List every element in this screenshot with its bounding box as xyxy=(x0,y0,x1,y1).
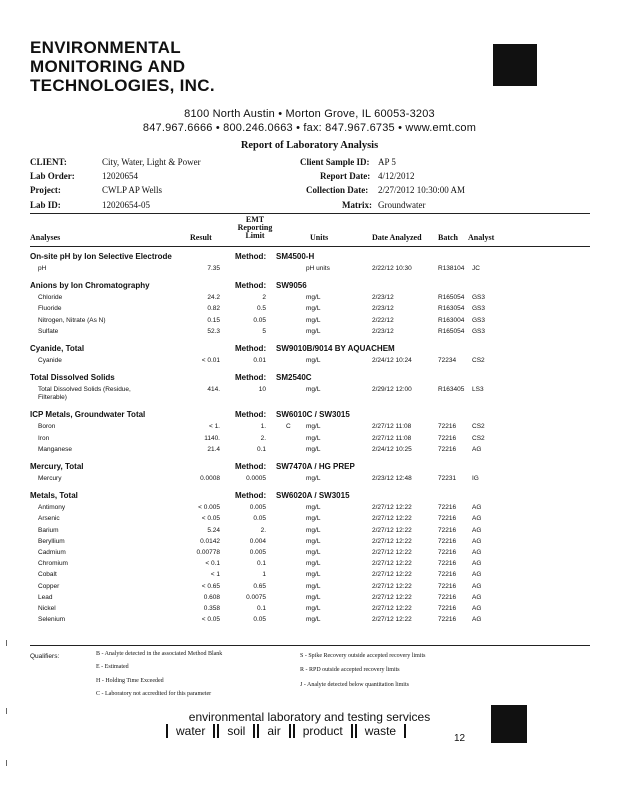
analyst-id: AG xyxy=(472,445,482,453)
analyte-name: Cadmium xyxy=(38,549,66,556)
result-value: < 0.01 xyxy=(201,357,220,364)
analyte-name: Copper xyxy=(38,582,60,590)
analyst-id: AG xyxy=(472,605,482,612)
units-value: mg/L xyxy=(306,549,321,556)
footer-service-list xyxy=(166,724,408,738)
reporting-limit: 10 xyxy=(258,386,266,394)
units-value: mg/L xyxy=(306,504,321,512)
result-value: 0.0142 xyxy=(200,537,220,545)
table-row xyxy=(30,317,590,328)
reporting-limit: 0.1 xyxy=(256,560,266,568)
company-name-line2: MONITORING AND xyxy=(30,57,186,76)
method-value: SM4500-H xyxy=(276,252,315,261)
result-value: 24.2 xyxy=(207,294,220,302)
footer-logo-block xyxy=(491,705,527,743)
date-analyzed: 2/27/12 12:22 xyxy=(372,593,412,601)
date-analyzed: 2/27/12 11:08 xyxy=(372,423,412,431)
result-value: 0.608 xyxy=(203,593,220,601)
reporting-limit: 2. xyxy=(260,526,266,534)
date-analyzed: 2/22/12 xyxy=(372,316,394,324)
lab-id-value: 12020654-05 xyxy=(102,200,150,210)
collection-date-value: 2/27/2012 10:30:00 AM xyxy=(378,185,466,195)
qualifiers-label: Qualifiers: xyxy=(30,653,60,660)
analyte-name: Total Dissolved Solids (Residue, xyxy=(38,386,131,394)
date-analyzed: 2/27/12 12:22 xyxy=(372,616,412,624)
units-value: mg/L xyxy=(306,593,321,601)
table-row xyxy=(30,616,590,627)
table-row xyxy=(30,527,590,538)
analyst-id: AG xyxy=(472,571,482,579)
analyst-id: AG xyxy=(472,560,482,568)
units-value: mg/L xyxy=(306,316,321,324)
lab-order-value: 12020654 xyxy=(102,171,138,181)
reporting-limit: 0.05 xyxy=(253,616,266,624)
units-value: mg/L xyxy=(306,445,321,453)
reporting-limit: 0.005 xyxy=(249,504,266,512)
section-title: ICP Metals, Groundwater Total xyxy=(30,410,146,420)
units-value: mg/L xyxy=(306,305,321,313)
units-value: pH units xyxy=(306,265,330,272)
units-value: mg/L xyxy=(306,537,321,545)
method-value: SW9010B/9014 BY AQUACHEM xyxy=(276,344,395,353)
section-title: Cyanide, Total xyxy=(30,344,85,353)
table-row xyxy=(30,328,590,339)
result-value: < 1. xyxy=(208,423,220,431)
analyte-name-continued: Filterable) xyxy=(38,394,67,402)
table-row xyxy=(30,423,590,434)
qualifier-s: S - Spike Recovery outside accepted recovery limits xyxy=(300,653,426,659)
result-value: 0.00778 xyxy=(196,549,220,556)
analyst-id: LS3 xyxy=(472,386,484,394)
analyte-name: Antimony xyxy=(38,504,66,512)
analyst-id: CS2 xyxy=(472,434,485,442)
units-value: mg/L xyxy=(306,294,321,302)
table-row xyxy=(30,560,590,571)
batch-id: 72216 xyxy=(438,515,457,523)
section-title: On-site pH by Ion Selective Electrode xyxy=(30,252,172,261)
method-label: Method: xyxy=(235,410,267,420)
table-row xyxy=(30,504,590,515)
analyst-id: AG xyxy=(472,537,482,545)
result-value: 5.24 xyxy=(207,526,220,534)
analyte-name: Arsenic xyxy=(38,515,60,523)
analyst-id: GS3 xyxy=(472,316,486,324)
analyte-name: Cobalt xyxy=(38,571,57,579)
batch-id: R163405 xyxy=(438,386,465,394)
method-value: SW6020A / SW3015 xyxy=(276,491,350,501)
analyte-name: pH xyxy=(38,265,47,272)
client-value: City, Water, Light & Power xyxy=(102,157,201,167)
lab-id-label: Lab ID: xyxy=(30,200,61,210)
col-analyses: Analyses xyxy=(30,233,61,242)
units-value: mg/L xyxy=(306,605,321,612)
result-value: < 0.1 xyxy=(205,560,220,568)
qualifier-flag: C xyxy=(286,423,291,431)
analyst-id: GS3 xyxy=(472,305,486,313)
analyst-id: AG xyxy=(472,593,482,601)
table-row xyxy=(30,294,590,305)
table-row xyxy=(30,305,590,316)
date-analyzed: 2/27/12 12:22 xyxy=(372,504,412,512)
page-number: 12 xyxy=(454,733,466,744)
reporting-limit: 0.05 xyxy=(253,515,266,523)
reporting-limit: 2. xyxy=(260,434,266,442)
analyte-name: Manganese xyxy=(38,445,72,453)
company-name-line3: TECHNOLOGIES, INC. xyxy=(30,76,215,95)
contact-line: 847.967.6666 • 800.246.0663 • fax: 847.967.6735 • www.emt.com xyxy=(142,122,477,134)
analyte-name: Mercury xyxy=(38,475,62,482)
qualifiers xyxy=(30,651,590,701)
section-title: Total Dissolved Solids xyxy=(30,373,115,383)
qualifier-b: B - Analyte detected in the associated Method Blank xyxy=(96,651,223,657)
analyst-id: AG xyxy=(472,616,482,624)
section-title: Mercury, Total xyxy=(30,462,84,471)
service-soil: soil xyxy=(217,724,255,738)
method-value: SW6010C / SW3015 xyxy=(276,410,350,420)
reporting-limit: 0.0075 xyxy=(246,593,266,601)
analyte-name: Sulfate xyxy=(38,327,59,335)
analyst-id: GS3 xyxy=(472,327,486,335)
batch-id: 72216 xyxy=(438,537,457,545)
matrix-label: Matrix: xyxy=(342,200,372,210)
analyst-id: AG xyxy=(472,504,482,512)
date-analyzed: 2/27/12 12:22 xyxy=(372,560,412,568)
reporting-limit: 0.01 xyxy=(253,357,266,364)
divider xyxy=(30,213,590,214)
units-value: mg/L xyxy=(306,616,321,624)
company-name-line1: ENVIRONMENTAL xyxy=(30,38,181,57)
units-value: mg/L xyxy=(306,434,321,442)
analyte-name: Nickel xyxy=(38,605,56,612)
reporting-limit: 5 xyxy=(262,327,266,335)
divider xyxy=(30,246,590,247)
batch-id: R163054 xyxy=(438,305,465,313)
units-value: mg/L xyxy=(306,423,321,431)
qualifier-c: C - Laboratory not accredited for this parameter xyxy=(96,691,212,697)
batch-id: 72216 xyxy=(438,445,457,453)
method-label: Method: xyxy=(235,462,267,471)
project-label: Project: xyxy=(30,185,61,195)
batch-id: 72216 xyxy=(438,605,457,612)
report-date-label: Report Date: xyxy=(320,171,371,181)
qualifier-e: E - Estimated xyxy=(96,664,129,670)
date-analyzed: 2/23/12 xyxy=(372,327,394,335)
method-label: Method: xyxy=(235,281,267,291)
batch-id: 72234 xyxy=(438,357,457,364)
result-value: < 1 xyxy=(210,571,220,579)
col-date-analyzed: Date Analyzed xyxy=(372,233,422,242)
batch-id: 72231 xyxy=(438,475,457,482)
client-sample-id-value: AP 5 xyxy=(378,157,396,167)
company-address xyxy=(0,107,619,135)
batch-id: 72216 xyxy=(438,526,457,534)
analyst-id: GS3 xyxy=(472,294,486,302)
date-analyzed: 2/24/12 10:24 xyxy=(372,357,412,364)
batch-id: 72216 xyxy=(438,423,457,431)
qualifier-j: J - Analyte detected below quantitation limits xyxy=(300,682,409,688)
date-analyzed: 2/27/12 12:22 xyxy=(372,549,412,556)
table-row xyxy=(30,357,590,368)
method-label: Method: xyxy=(235,491,267,501)
batch-id: R163004 xyxy=(438,316,465,324)
table-header xyxy=(30,216,590,246)
date-analyzed: 2/27/12 12:22 xyxy=(372,571,412,579)
reporting-limit: 1. xyxy=(260,423,266,431)
analyte-name: Barium xyxy=(38,526,59,534)
analyte-name: Beryllium xyxy=(38,537,65,545)
service-water: water xyxy=(166,724,215,738)
analyte-name: Nitrogen, Nitrate (As N) xyxy=(38,316,106,324)
table-row xyxy=(30,475,590,486)
reporting-limit: 0.1 xyxy=(256,605,266,612)
table-row xyxy=(30,265,590,276)
table-row xyxy=(30,538,590,549)
batch-id: 72216 xyxy=(438,549,457,556)
analyst-id: AG xyxy=(472,515,482,523)
analyst-id: AG xyxy=(472,582,482,590)
batch-id: 72216 xyxy=(438,593,457,601)
analyte-name: Selenium xyxy=(38,616,66,624)
method-value: SW9056 xyxy=(276,281,307,291)
report-date-value: 4/12/2012 xyxy=(378,171,415,181)
analyst-id: CS2 xyxy=(472,357,485,364)
table-row xyxy=(30,446,590,457)
date-analyzed: 2/29/12 12:00 xyxy=(372,386,412,394)
reporting-limit: 0.65 xyxy=(253,582,266,590)
date-analyzed: 2/27/12 11:08 xyxy=(372,434,412,442)
reporting-limit: 0.5 xyxy=(256,305,266,313)
table-row xyxy=(30,605,590,616)
analyte-name: Lead xyxy=(38,593,53,601)
col-analyst: Analyst xyxy=(468,233,495,242)
client-label: CLIENT: xyxy=(30,157,67,167)
analyst-id: AG xyxy=(472,526,482,534)
date-analyzed: 2/27/12 12:22 xyxy=(372,582,412,590)
analyst-id: AG xyxy=(472,549,482,556)
method-value: SM2540C xyxy=(276,373,312,383)
table-row xyxy=(30,571,590,582)
units-value: mg/L xyxy=(306,560,321,568)
table-row xyxy=(30,386,590,402)
batch-id: R165054 xyxy=(438,327,465,335)
company-name xyxy=(30,38,215,95)
date-analyzed: 2/24/12 10:25 xyxy=(372,445,412,453)
result-value: < 0.65 xyxy=(201,582,220,590)
units-value: mg/L xyxy=(306,582,321,590)
date-analyzed: 2/23/12 12:48 xyxy=(372,475,412,482)
units-value: mg/L xyxy=(306,571,321,579)
matrix-value: Groundwater xyxy=(378,200,426,210)
analyst-id: IG xyxy=(472,475,479,482)
client-sample-id-label: Client Sample ID: xyxy=(300,157,370,167)
margin-mark xyxy=(6,708,7,714)
collection-date-label: Collection Date: xyxy=(306,185,369,195)
reporting-limit: 1 xyxy=(262,571,266,579)
batch-id: R165054 xyxy=(438,294,465,302)
units-value: mg/L xyxy=(306,526,321,534)
reporting-limit: 0.004 xyxy=(249,537,266,545)
address-line: 8100 North Austin • Morton Grove, IL 60053-3203 xyxy=(184,108,435,120)
project-value: CWLP AP Wells xyxy=(102,185,162,195)
analyst-id: JC xyxy=(472,265,480,272)
batch-id: 72216 xyxy=(438,504,457,512)
batch-id: 72216 xyxy=(438,571,457,579)
units-value: mg/L xyxy=(306,475,321,482)
units-value: mg/L xyxy=(306,327,321,335)
col-units: Units xyxy=(310,233,329,242)
result-value: < 0.005 xyxy=(198,504,220,512)
method-label: Method: xyxy=(235,373,267,383)
date-analyzed: 2/23/12 xyxy=(372,294,394,302)
date-analyzed: 2/27/12 12:22 xyxy=(372,526,412,534)
result-value: 7.35 xyxy=(207,265,220,272)
batch-id: 72216 xyxy=(438,434,457,442)
col-limit: Limit xyxy=(245,231,265,240)
table-row xyxy=(30,594,590,605)
units-value: mg/L xyxy=(306,515,321,523)
result-value: 414. xyxy=(207,386,220,394)
result-value: 0.358 xyxy=(203,605,220,612)
analyte-name: Chloride xyxy=(38,294,63,302)
analyte-name: Cyanide xyxy=(38,357,62,364)
col-reporting-limit xyxy=(230,216,280,240)
footer-tagline: environmental laboratory and testing services xyxy=(188,710,431,724)
date-analyzed: 2/27/12 12:22 xyxy=(372,605,412,612)
date-analyzed: 2/22/12 10:30 xyxy=(372,265,412,272)
result-value: 0.15 xyxy=(207,316,220,324)
analyst-id: CS2 xyxy=(472,423,485,431)
analyte-name: Boron xyxy=(38,423,56,431)
date-analyzed: 2/27/12 12:22 xyxy=(372,537,412,545)
service-waste: waste xyxy=(355,724,406,738)
batch-id: 72216 xyxy=(438,582,457,590)
reporting-limit: 0.1 xyxy=(256,445,266,453)
service-product: product xyxy=(293,724,353,738)
result-value: 21.4 xyxy=(207,445,220,453)
logo-block xyxy=(493,44,537,86)
table-row xyxy=(30,435,590,446)
result-value: 0.82 xyxy=(207,305,220,313)
table-row xyxy=(30,515,590,526)
reporting-limit: 2 xyxy=(262,294,266,302)
method-label: Method: xyxy=(235,344,267,353)
col-emt: EMT xyxy=(245,215,265,224)
analyte-name: Fluoride xyxy=(38,305,62,313)
section-title: Anions by Ion Chromatography xyxy=(30,281,150,291)
units-value: mg/L xyxy=(306,386,321,394)
date-analyzed: 2/23/12 xyxy=(372,305,394,313)
result-value: 0.0008 xyxy=(200,475,220,482)
margin-mark xyxy=(6,640,7,646)
qualifier-h: H - Holding Time Exceeded xyxy=(96,678,164,684)
lab-order-label: Lab Order: xyxy=(30,171,75,181)
date-analyzed: 2/27/12 12:22 xyxy=(372,515,412,523)
table-row xyxy=(30,549,590,560)
results-table xyxy=(30,252,590,642)
analyte-name: Chromium xyxy=(38,560,68,568)
reporting-limit: 0.005 xyxy=(249,549,266,556)
section-title: Metals, Total xyxy=(30,491,78,501)
method-label: Method: xyxy=(235,252,267,261)
qualifier-r: R - RPD outside accepted recovery limits xyxy=(300,667,400,673)
batch-id: R138104 xyxy=(438,265,465,272)
result-value: < 0.05 xyxy=(201,616,220,624)
result-value: 1140. xyxy=(204,434,220,442)
report-title: Report of Laboratory Analysis xyxy=(240,140,379,151)
reporting-limit: 0.05 xyxy=(253,316,266,324)
report-info xyxy=(30,157,590,213)
col-result: Result xyxy=(190,233,212,242)
result-value: 52.3 xyxy=(207,327,220,335)
units-value: mg/L xyxy=(306,357,321,364)
margin-mark xyxy=(6,760,7,766)
divider xyxy=(30,645,590,646)
reporting-limit: 0.0005 xyxy=(246,475,266,482)
table-row xyxy=(30,583,590,594)
col-reporting: Reporting xyxy=(237,223,273,232)
result-value: < 0.05 xyxy=(201,515,220,523)
service-air: air xyxy=(257,724,290,738)
col-batch: Batch xyxy=(438,233,458,242)
analyte-name: Iron xyxy=(38,434,50,442)
batch-id: 72216 xyxy=(438,616,457,624)
method-value: SW7470A / HG PREP xyxy=(276,462,355,471)
batch-id: 72216 xyxy=(438,560,457,568)
